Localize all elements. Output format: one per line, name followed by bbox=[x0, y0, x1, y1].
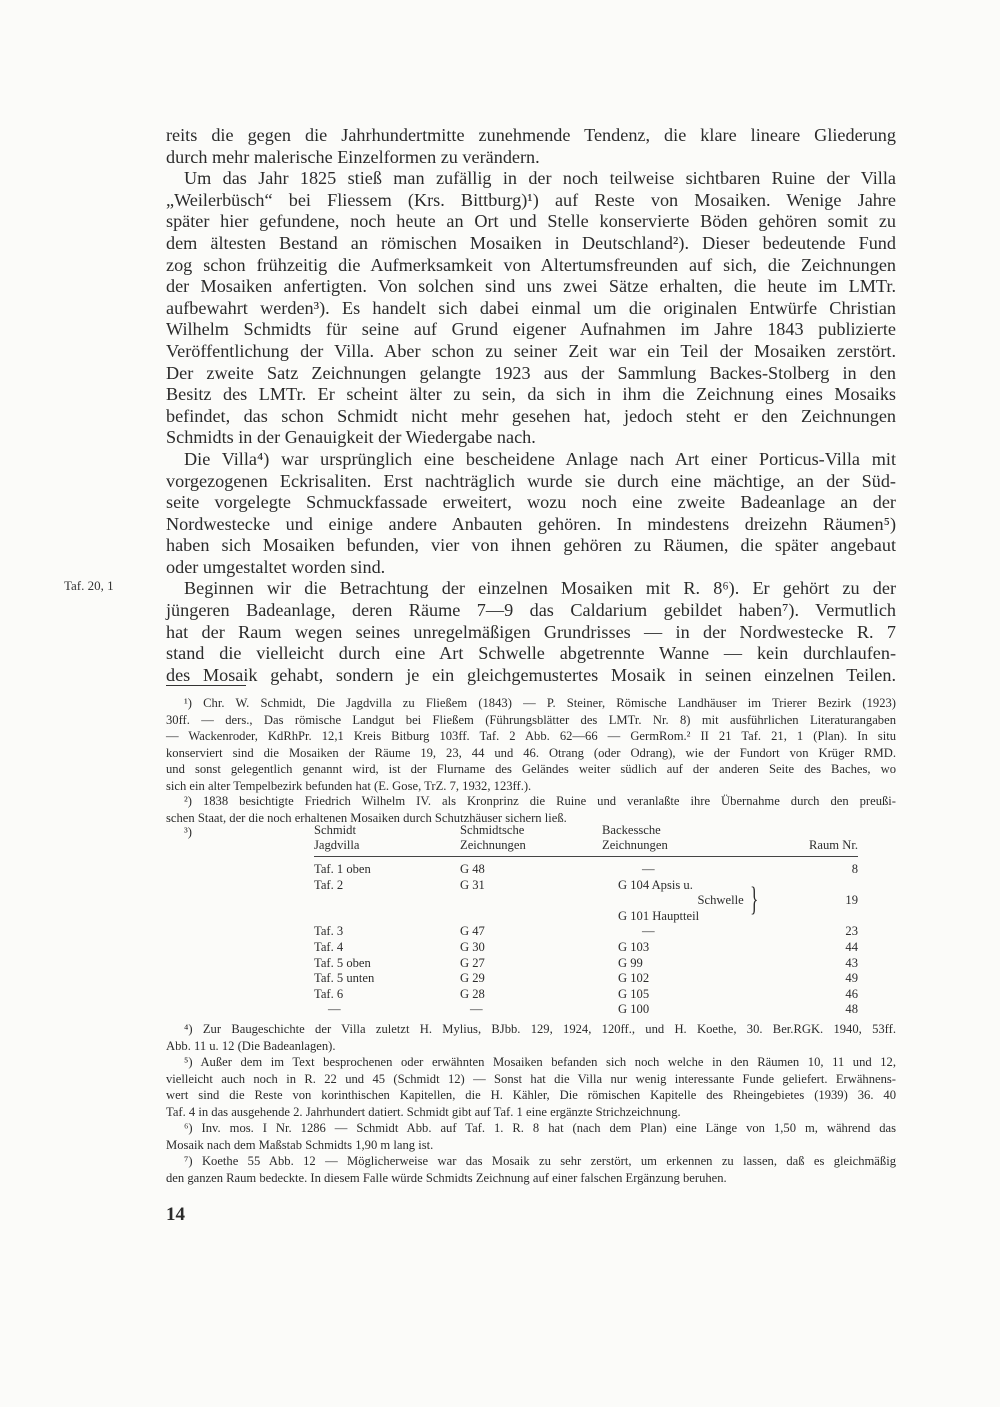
table-cell: 43 bbox=[845, 955, 858, 970]
table-cell: — bbox=[470, 1002, 483, 1017]
table-cell: 44 bbox=[845, 939, 858, 954]
curly-brace: } bbox=[749, 881, 758, 919]
table-cell: 8 bbox=[851, 862, 858, 876]
footnote-line: ⁵) Außer dem im Text besprochenen oder erwähnten Mosaiken befanden sich noch welche in den Räumen 10, 11 und 12, bbox=[184, 1055, 896, 1069]
table-row bbox=[314, 987, 858, 1003]
table-row bbox=[314, 893, 858, 909]
table-cell: G 27 bbox=[460, 955, 485, 970]
table-cell: G 47 bbox=[460, 924, 485, 939]
footnote-line: ²) 1838 besichtigte Friedrich Wilhelm IV. als Kronprinz die Ruine und veranlaßte ihre Übernahme durch den preußi- bbox=[184, 794, 896, 808]
main-text bbox=[166, 125, 896, 686]
table-cell: Taf. 5 oben bbox=[314, 955, 371, 970]
table-cell: G 102 bbox=[618, 971, 650, 986]
text-line: Schmidts in der Genauigkeit der Wiedergabe nach. bbox=[166, 427, 536, 448]
table-cell: 48 bbox=[845, 1002, 858, 1017]
footnote-line: Abb. 11 u. 12 (Die Badeanlagen). bbox=[166, 1038, 336, 1053]
footnote-7 bbox=[166, 1153, 896, 1186]
table-row bbox=[314, 956, 858, 972]
footnote-line: ⁶) Inv. mos. I Nr. 1286 — Schmidt Abb. auf Taf. 1. R. 8 hat (nach dem Plan) eine Länge von 1,50 m, während das bbox=[184, 1121, 896, 1135]
text-line: der Mosaiken anfertigten. Von solchen sind uns zwei Sätze erhalten, die heute im LMTr. bbox=[166, 276, 896, 297]
table-row bbox=[314, 909, 858, 925]
table-cell bbox=[314, 893, 460, 909]
table-cell: Taf. 6 bbox=[314, 986, 344, 1001]
table-cell: G 103 bbox=[618, 939, 650, 954]
table-row bbox=[314, 857, 858, 878]
table-header-row bbox=[314, 823, 858, 857]
text-line: des Mosaik gehabt, sondern je ein gleichgemustertes Mosaik in seinen einzelnen Teilen. bbox=[166, 664, 896, 685]
margin-note-plate-reference: Taf. 20, 1 bbox=[64, 578, 114, 593]
text-line: befindet, das schon Schmidt nicht mehr gesehen hat, jedoch steht er den Zeichnungen bbox=[166, 405, 896, 426]
table-cell: G 99 bbox=[618, 955, 643, 970]
text-line: oder umgestaltet worden sind. bbox=[166, 556, 386, 577]
table-row bbox=[314, 878, 858, 894]
footnote-line: ¹) Chr. W. Schmidt, Die Jagdvilla zu Fließem (1843) — P. Steiner, Römische Landhäuser im Trierer Bezirk (1923) bbox=[184, 696, 896, 710]
text-line: aufbewahrt werden³). Es handelt sich dabei einmal um die originalen Entwürfe Christian bbox=[166, 297, 896, 318]
text-line: hat der Raum wegen seines unregelmäßigen Grundrisses — in der Nordwestecke R. 7 bbox=[166, 621, 896, 642]
text-line: Der zweite Satz Zeichnungen gelangte 1923 aus der Sammlung Backes-Stolberg in den bbox=[166, 362, 896, 383]
footnote-line: konserviert sind die Mosaiken der Räume 19, 23, 44 und 46. Otrang (oder Odrang), wie der Fundort von Krüger RMD. bbox=[166, 745, 896, 760]
table-cell: G 48 bbox=[460, 862, 485, 876]
footnote-5 bbox=[166, 1054, 896, 1120]
footnote-2 bbox=[166, 793, 896, 826]
table-cell: Taf. 4 bbox=[314, 939, 344, 954]
footnote-line: ⁷) Koethe 55 Abb. 12 — Möglicherweise war das Mosaik zu sehr zerstört, um erkennen zu lassen, daß es gleichmäßig bbox=[184, 1154, 896, 1168]
text-line: vorgezogenen Eckrisaliten. Erst nachträglich wurde sie durch eine mächtige, an der Süd- bbox=[166, 470, 896, 491]
drawings-concordance-table bbox=[314, 823, 858, 1018]
table-row bbox=[314, 971, 858, 987]
text-line: dem ältesten Bestand an römischen Mosaiken in Deutschland²). Dieser bedeutende Fund bbox=[166, 232, 896, 253]
table-cell: Taf. 3 bbox=[314, 924, 344, 939]
footnote-line: Mosaik nach dem Maßstab Schmidts 1,90 m lang ist. bbox=[166, 1137, 434, 1152]
column-header: Backessche Zeichnungen bbox=[602, 823, 762, 857]
footnote-6 bbox=[166, 1120, 896, 1153]
page-number: 14 bbox=[166, 1204, 185, 1225]
text-line: reits die gegen die Jahrhundertmitte zunehmende Tendenz, die klare lineare Gliederung bbox=[166, 125, 896, 145]
column-header: Schmidt Jagdvilla bbox=[314, 823, 460, 857]
column-header: Schmidtsche Zeichnungen bbox=[460, 823, 602, 857]
text-line: jüngeren Badeanlage, deren Räume 7—9 das Caldarium gebildet haben⁷). Vermutlich bbox=[166, 600, 896, 621]
table-row bbox=[314, 1002, 858, 1018]
footnote-line: Taf. 4 in das ausgehende 2. Jahrhundert datiert. Schmidt gibt auf Taf. 1 eine ergänzte Strichzeichnung. bbox=[166, 1104, 681, 1119]
footnote-line: vielleicht auch noch in R. 22 und 45 (Schmidt 12) — Sonst hat die Villa nur wenig interessante Funde geliefert. Erwähnens- bbox=[166, 1071, 896, 1086]
text-line: Veröffentlichung der Villa. Aber schon zu seiner Zeit war ein Teil der Mosaiken zerstört. bbox=[166, 340, 896, 361]
text-line: zog schon frühzeitig die Aufmerksamkeit von Altertumsfreunden auf sich, die Zeichnungen bbox=[166, 254, 896, 275]
text-line: durch mehr malerische Einzelformen zu verändern. bbox=[166, 146, 540, 167]
table-row bbox=[314, 940, 858, 956]
table-cell: 19 bbox=[845, 893, 858, 908]
table-cell bbox=[762, 878, 858, 894]
table-cell: G 100 bbox=[618, 1002, 650, 1017]
footnote-line: sich ein alter Tempelbezirk befunden hat (E. Gose, TrZ. 7, 1932, 123ff.). bbox=[166, 778, 532, 793]
table-cell: — bbox=[328, 1002, 341, 1017]
table-cell: G 30 bbox=[460, 939, 485, 954]
table-cell: G 104 Apsis u. bbox=[618, 877, 693, 892]
table-cell bbox=[314, 909, 460, 925]
footnote-4 bbox=[166, 1021, 896, 1054]
table-cell: Schwelle } bbox=[697, 881, 758, 919]
footnote-3-mark: ³) bbox=[184, 825, 192, 839]
table-cell: Taf. 1 oben bbox=[314, 862, 371, 876]
text-line: Nordwestecke und einige andere Anbauten gehören. In mindestens dreizehn Räumen⁵) bbox=[166, 513, 896, 534]
table-cell: G 28 bbox=[460, 986, 485, 1001]
footnote-line: wert sind die Reste von korinthischen Kapitellen, die H. Kähler, Die römischen Kapitelle des Rheingebietes (1939) 36. 40 bbox=[166, 1088, 896, 1103]
text-line: haben sich Mosaiken befunden, vier von ihnen gehören zu Räumen, die später angebaut bbox=[166, 535, 896, 556]
text-line: Wilhelm Schmidts für seine auf Grund eigener Aufnahmen im Jahre 1843 publizierte bbox=[166, 319, 896, 340]
column-header: Raum Nr. bbox=[762, 823, 858, 857]
table-cell: G 105 bbox=[618, 986, 650, 1001]
table-cell: — bbox=[642, 924, 655, 939]
text-line: später hier gefundene, noch heute an Ort und Stelle konservierte Böden gehören somit zu bbox=[166, 211, 896, 232]
table-cell: Taf. 2 bbox=[314, 877, 344, 892]
footnote-line: und sonst gelegentlich genannt wird, ist der Flurname des Geländes weiter südlich auf der anderen Seite des Baches, wo bbox=[166, 762, 896, 777]
footnote-1 bbox=[166, 695, 896, 795]
table-cell: — bbox=[642, 862, 655, 876]
text-line: Besitz des LMTr. Er scheint älter zu sein, da sich in ihm die Zeichnung eines Mosaiks bbox=[166, 384, 896, 405]
text-line: „Weilerbüsch“ bei Fliessem (Krs. Bittburg)¹) auf Reste von Mosaiken. Wenige Jahre bbox=[166, 189, 896, 210]
table-cell: 49 bbox=[845, 971, 858, 986]
footnote-line: — Wackenroder, KdRhPr. 12,1 Kreis Bitburg 103ff. Taf. 2 Abb. 62—66 — GermRom.² II 21 Taf. 21, 1 (Plan). In situ bbox=[166, 729, 896, 744]
table-cell bbox=[460, 893, 602, 909]
text-line: Beginnen wir die Betrachtung der einzelnen Mosaiken mit R. 8⁶). Er gehört zu der bbox=[184, 578, 896, 599]
table-cell: 23 bbox=[845, 924, 858, 939]
table-cell: G 31 bbox=[460, 877, 485, 892]
table-cell bbox=[762, 909, 858, 925]
text-line: seite vorgelegte Schmuckfassade erweitert, wozu noch eine zweite Badeanlage an der bbox=[166, 492, 896, 513]
text-line: Die Villa⁴) war ursprünglich eine bescheidene Anlage nach Art einer Porticus-Villa mit bbox=[184, 448, 896, 469]
table-cell bbox=[460, 909, 602, 925]
table-row bbox=[314, 924, 858, 940]
text-line: stand die vielleicht durch eine Art Schwelle abgetrennte Wanne — kein durchlaufen- bbox=[166, 643, 896, 664]
footnote-line: schen Staat, der die noch erhaltenen Mosaiken durch Schutzhäuser sichern ließ. bbox=[166, 810, 567, 825]
footnote-line: den ganzen Raum bedeckte. In diesem Falle würde Schmidts Zeichnung auf einer falschen Ergänzung beruhen. bbox=[166, 1170, 727, 1185]
table-cell: 46 bbox=[845, 986, 858, 1001]
footnote-divider bbox=[166, 685, 246, 686]
footnote-line: ⁴) Zur Baugeschichte der Villa zuletzt H. Mylius, BJbb. 129, 1924, 120ff., und H. Koethe, 30. Ber.RGK. 1940, 53ff. bbox=[184, 1022, 896, 1036]
table-cell: G 101 Hauptteil bbox=[618, 908, 700, 923]
table-cell: Taf. 5 unten bbox=[314, 971, 375, 986]
footnote-line: 30ff. — ders., Das römische Landgut bei Fließem (Führungsblätter des LMTr. Nr. 8) mit ausführlichen Literaturangaben bbox=[166, 712, 896, 727]
text-line: Um das Jahr 1825 stieß man zufällig in der noch teilweise sichtbaren Ruine der Villa bbox=[184, 168, 896, 189]
table-cell: G 29 bbox=[460, 971, 485, 986]
